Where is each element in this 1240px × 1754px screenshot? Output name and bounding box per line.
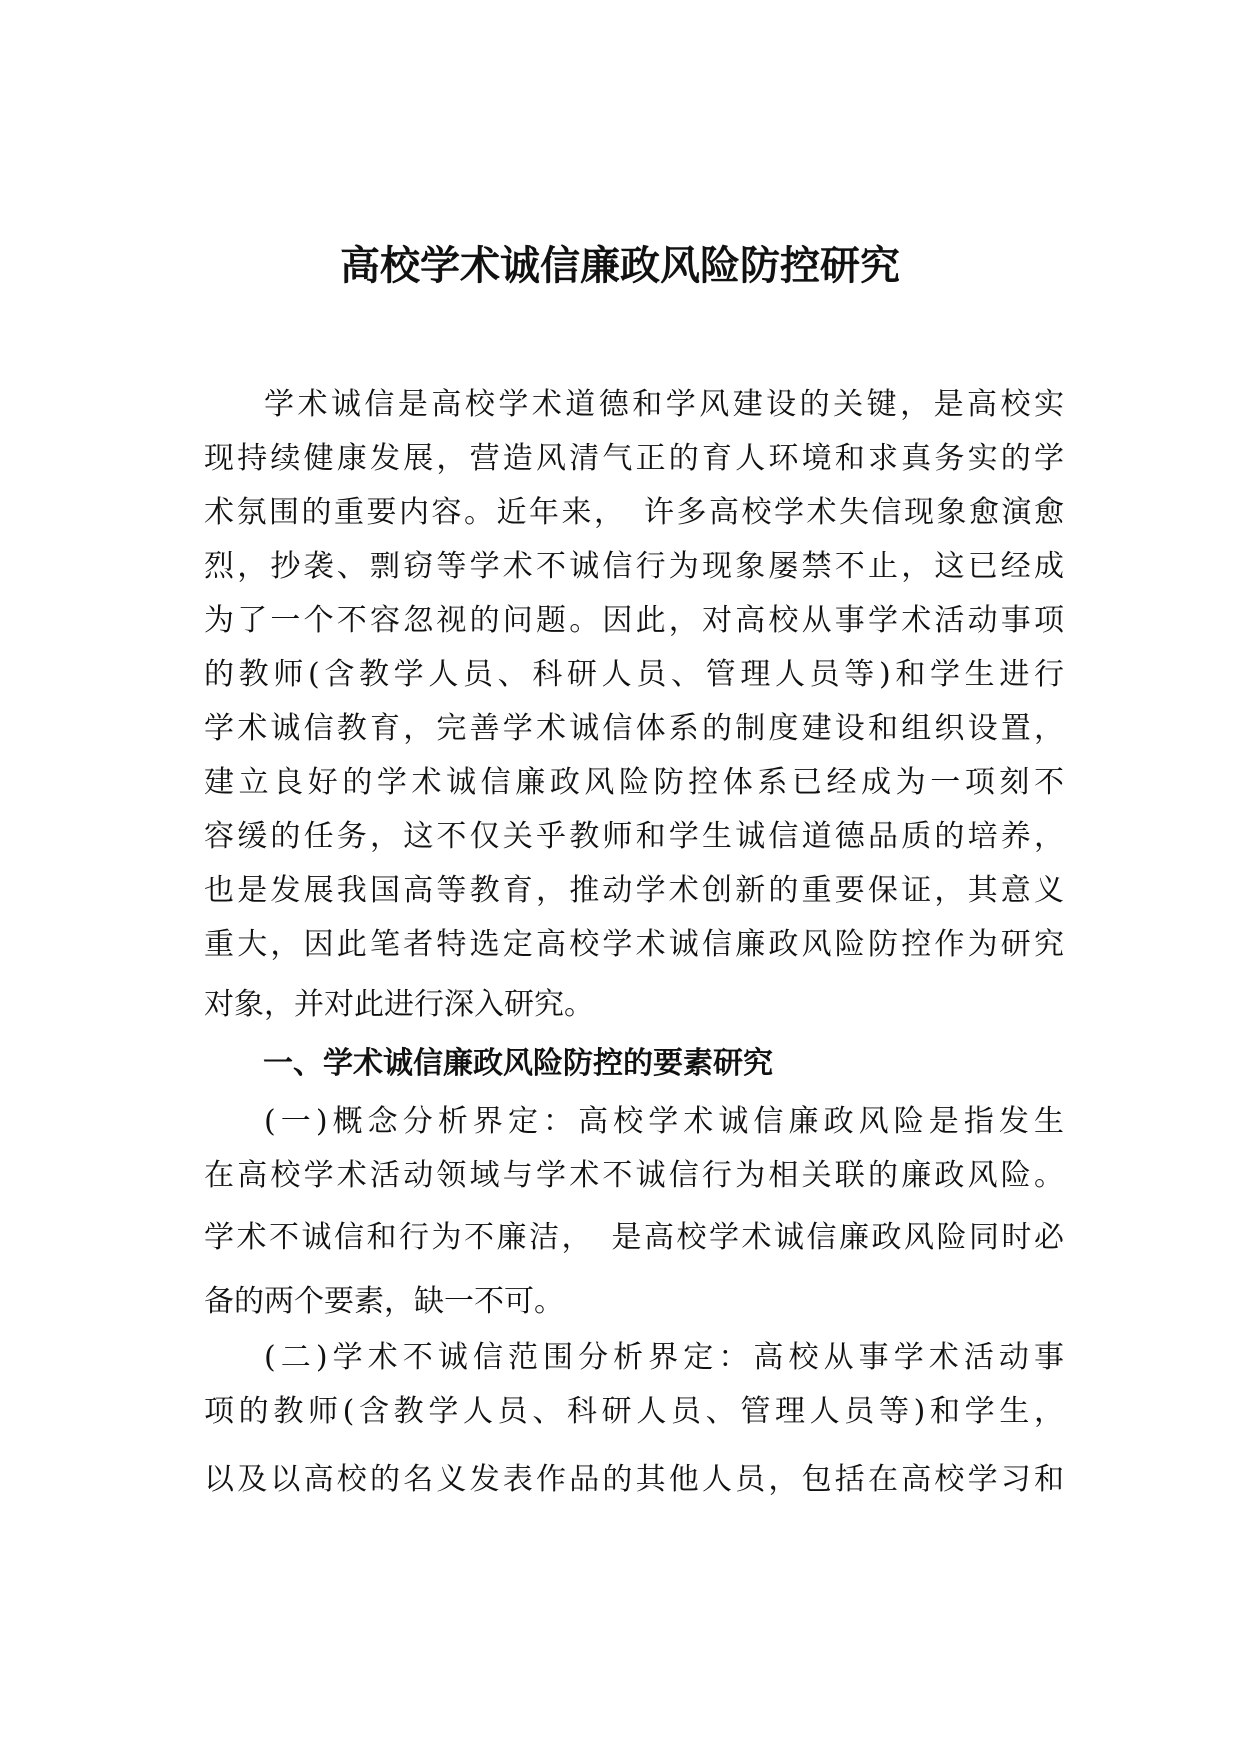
paragraph-line: 对象，并对此进行深入研究。 (204, 987, 594, 1022)
paragraph-line: 建立良好的学术诚信廉政风险防控体系已经成为一项刻不 (204, 765, 1064, 800)
paragraph-line: 学术诚信教育，完善学术诚信体系的制度建设和组织设置， (204, 711, 1064, 746)
paragraph-line: 学术诚信是高校学术道德和学风建设的关键，是高校实 (264, 387, 1064, 422)
paragraph-line: 学术不诚信和行为不廉洁， 是高校学术诚信廉政风险同时必 (204, 1220, 1064, 1255)
paragraph-line: 现持续健康发展，营造风清气正的育人环境和求真务实的学 (204, 441, 1064, 476)
paragraph-line: 为了一个不容忽视的问题。因此，对高校从事学术活动事项 (204, 603, 1064, 638)
intro-paragraph (204, 378, 1064, 1032)
paragraph-line: 容缓的任务，这不仅关乎教师和学生诚信道德品质的培养， (204, 819, 1064, 854)
paragraph-line: 烈，抄袭、剽窃等学术不诚信行为现象屡禁不止，这已经成 (204, 549, 1064, 584)
paragraph-line: 备的两个要素，缺一不可。 (204, 1284, 564, 1319)
section-heading: 一、学术诚信廉政风险防控的要素研究 (263, 1046, 773, 1081)
subsection-2-paragraph (204, 1331, 1064, 1507)
paragraph-line: 重大，因此笔者特选定高校学术诚信廉政风险防控作为研究 (204, 927, 1064, 962)
paragraph-line: 项的教师(含教学人员、科研人员、管理人员等)和学生， (204, 1394, 1064, 1429)
paragraph-line: 在高校学术活动领域与学术不诚信行为相关联的廉政风险。 (204, 1158, 1064, 1193)
document-title: 高校学术诚信廉政风险防控研究 (340, 243, 900, 289)
paragraph-line: (二)学术不诚信范围分析界定：高校从事学术活动事 (264, 1340, 1064, 1375)
subsection-1-paragraph (204, 1095, 1064, 1329)
paragraph-line: 术氛围的重要内容。近年来， 许多高校学术失信现象愈演愈 (204, 495, 1064, 530)
paragraph-line: 也是发展我国高等教育，推动学术创新的重要保证，其意义 (204, 873, 1064, 908)
paragraph-line: 以及以高校的名义发表作品的其他人员，包括在高校学习和 (204, 1462, 1064, 1497)
paragraph-line: (一)概念分析界定：高校学术诚信廉政风险是指发生 (264, 1104, 1064, 1139)
paragraph-line: 的教师(含教学人员、科研人员、管理人员等)和学生进行 (204, 657, 1064, 692)
